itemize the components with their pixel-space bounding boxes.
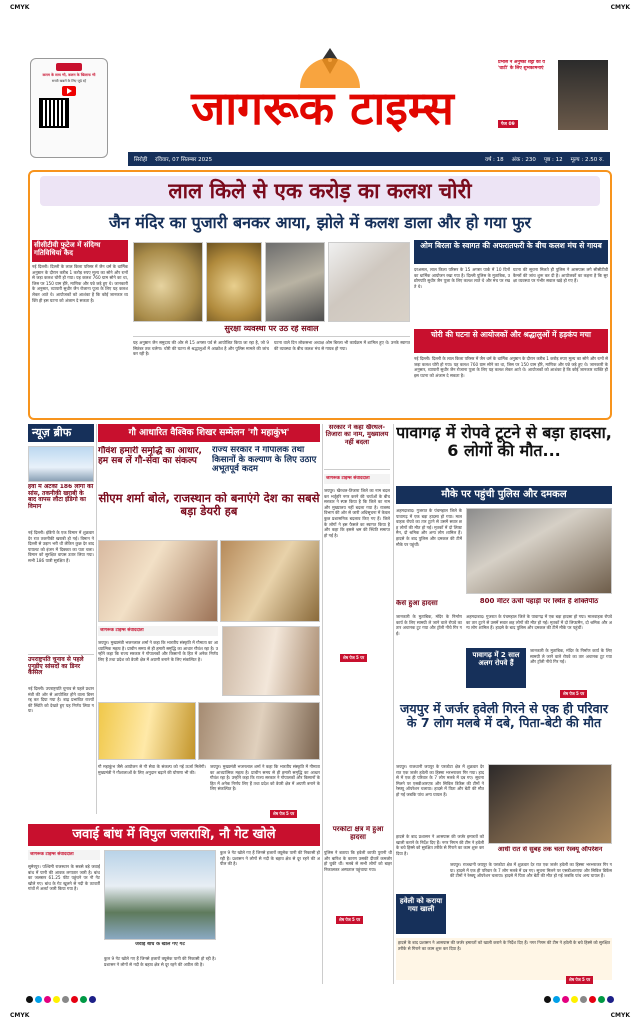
govt-body: जयपुर। खैरथल-तिजारा जिले का नाम बदलकर भर्तृहरि नगर करने की चर्चाओं के बीच सरकार ने स्पष्ट किया है कि जिले का नाम और मुख्यालय नहीं बदला गया है। राजस्व विभाग की ओर से जारी अधिसूचना में केवल कुछ प्रशासनिक बदलाव किए गए हैं। जिले के लोगों ने इस फैसले का स्वागत किया है और कहा कि इससे भ्रम की स्थिति समाप्त हो गई है।	[324, 488, 390, 538]
gau-author: जागरूक टाइम्स संवाददाता	[98, 626, 218, 636]
airplane-photo	[28, 446, 94, 482]
date-bar	[128, 152, 610, 166]
jaipur-head: जयपुर में जर्जर हवेली गिरने से एक ही परिवार के 7 लोग मलबे में दबे, पिता-बेटी की मौत	[400, 702, 608, 730]
gau-body: जयपुर। मुख्यमंत्री भजनलाल शर्मा ने कहा कि भारतीय संस्कृति में गौमाता का आध्यात्मिक महत्व है। प्राचीन समय से ही हमारी समृद्धि का आधार गौवंश रहा है। उन्होंने कहा कि राज्य सरकार ने गोपालकों और किसानों के हित में अनेक निर्णय लिए हैं तथा प्रदेश को डेयरी क्षेत्र में अग्रणी बनाने के लिए संकल्पित है।	[98, 640, 218, 662]
cm-photo-2	[220, 540, 320, 622]
gau-head-right: राज्य सरकार ने गोपालक तथा किसानों के कल्याण के लिए उठाए अभूतपूर्व कदम	[212, 446, 317, 475]
pavagadh-box: पावागढ़ में 2 साल अलग रोपवे हैं	[466, 648, 526, 688]
jaipur-box: हवेली को कराया गया खाली	[396, 894, 446, 934]
cmyk-mark-left: CMYK	[10, 4, 30, 11]
jaipur-body-2: हादसे के बाद प्रशासन ने आसपास की जर्जर इमारतों को खाली कराने के निर्देश दिए हैं। नगर निगम की टीम ने हवेली के बचे हिस्से को सुरक्षित तरीके से गिराने का काम शुरू कर दिया है।	[396, 834, 484, 856]
brief-1-head: हवा में अटकी 186 लोगों की सांस, तकनीकी खराबी के बाद वापस लौटा इंडिगो का विमान	[28, 484, 94, 511]
govt-head: सरकार ने कहा खैरथल-तिजारा का नाम, मुख्यालय नहीं बदला	[324, 424, 390, 470]
column-divider	[393, 424, 394, 984]
lead-body-b: यह अनुष्ठान जैन समुदाय की ओर से 15 अगस्त पर्व से आयोजित किया जा रहा है, जो 9 सितंबर तक चलेगा। चोरी की घटना से श्रद्धालुओं में आक्रोश है और पुलिस मामले की जांच कर रही है।	[133, 340, 269, 357]
youtube-icon[interactable]	[62, 86, 76, 96]
lead-subhead: जैन मंदिर का पुजारी बनकर आया, झोले में कलश डाला और हो गया फुर	[108, 213, 532, 232]
lead-body-d: घटना वाले दिन लोकसभा अध्यक्ष ओम बिरला भी कार्यक्रम में शामिल हुए थे। उनके स्वागत की व्यवस्था के बीच कलश मंच से गायब हो गया।	[274, 340, 410, 351]
lead-body-e: घटना की सूचना मिलते ही पुलिस ने आसपास लगे सीसीटीवी कैमरों की जांच शुरू कर दी है। आयोजकों का कहना है कि सुरक्षा व्यवस्था पर गंभीर सवाल खड़े हो गए हैं।	[513, 267, 608, 284]
cctv-photo	[265, 242, 325, 322]
lead-right-head-2: चोरी की घटना से आयोजकों और श्रद्धालुओं में हड़कंप मचा	[414, 329, 608, 353]
edition-issue: अंक : 230	[511, 157, 536, 163]
pavagadh-body: अहमदाबाद। गुजरात के पंचमहाल जिले के पावागढ़ में एक बड़ा हादसा हो गया। मालवाहक रोपवे का तार टूटने से उसमें सवार छह लोगों की मौत हो गई। मृतकों में दो लिफ्टमैन, दो श्रमिक और अन्य लोग शामिल हैं। हादसे के बाद पुलिस और दमकल की टीमें मौके पर पहुंचीं।	[396, 508, 462, 547]
jaipur-body-3: जयपुर। राजधानी जयपुर के परकोटा क्षेत्र में शुक्रवार देर रात एक जर्जर हवेली का हिस्सा भरभराकर गिर गया। हादसे में एक ही परिवार के 7 लोग मलबे में दब गए। सूचना मिलने पर एसडीआरएफ और सिविल डिफेंस की टीमों ने रेस्क्यू ऑपरेशन चलाया। हादसे में पिता और बेटी की मौत हो गई जबकि पांच अन्य घायल हैं।	[450, 862, 612, 879]
masthead-title: जागरूक टाइम्स	[191, 81, 454, 135]
news-brief-title: न्यूज़ ब्रीफ	[28, 424, 94, 442]
lead-caption: सुरक्षा व्यवस्था पर उठ रहे सवाल	[133, 325, 410, 337]
parkota-head: परकोटा क्षेत्र में हुआ हादसा	[332, 826, 384, 841]
pavagadh-body-2: अहमदाबाद। गुजरात के पंचमहाल जिले के पावागढ़ में एक बड़ा हादसा हो गया। मालवाहक रोपवे का तार टूटने से उसमें सवार छह लोगों की मौत हो गई। मृतकों में दो लिफ्टमैन, दो श्रमिक और अन्य लोग शामिल हैं। हादसे के बाद पुलिस और दमकल की टीमें मौके पर पहुंचीं।	[466, 614, 612, 631]
gau-head-left: गौवंश हमारी समृद्धि का आधार, हम सब लें गौ-सेवा का संकल्प	[98, 446, 202, 467]
jaipur-caption: आधी रात से सुबह तक चला रेस्क्यू ऑपरेशन	[497, 846, 603, 853]
jaipur-contd[interactable]: शेष पेज 5 पर	[566, 976, 593, 984]
phone-promo	[30, 58, 108, 158]
column-divider	[96, 424, 97, 814]
lead-side-head: सीसीटीवी फुटेज में संदिग्ध गतिविधियां कैद	[32, 240, 128, 262]
pavagadh-caption: 800 मीटर ऊंची पहाड़ी पर स्थित है शक्तिपीठ	[479, 598, 599, 605]
pavagadh-head: पावागढ़ में रोपवे टूटने से बड़ा हादसा, 6 लोगों की मौत...	[396, 424, 612, 460]
jawai-author: जागरूक टाइम्स संवाददाता	[28, 850, 100, 860]
jawai-body-3: कुल 9 गेट खोले गए हैं जिनसे हजारों क्यूसेक पानी की निकासी हो रही है। प्रशासन ने लोगों से नदी के बहाव क्षेत्र से दूर रहने की अपील की है।	[104, 956, 216, 967]
actor-photo	[558, 60, 608, 130]
promo-text: कलम के साथ भी, कलम के खिलाफ भी	[42, 73, 96, 77]
registration-dots-left	[26, 996, 96, 1003]
edition-pages: पृष्ठ : 12	[543, 157, 563, 163]
lead-body-a: नई दिल्ली। दिल्ली के लाल किला परिसर में जैन धर्म के धार्मिक अनुष्ठान के दौरान करीब 1 करोड़ रुपए मूल्य का सोने और रत्नों से जड़ा कलश चोरी हो गया। यह कलश 760 ग्राम सोने का था, जिस पर 150 ग्राम हीरे, माणिक और पन्ने जड़े हुए थे। जानकारी के अनुसार, व्यापारी सुधीर जैन रोजाना पूजा के लिए यह कलश लेकर आते थे। आयोजकों को आशंका है कि कोई जानकार व्यक्ति ही इस घटना को अंजाम दे सकता है।	[32, 264, 128, 303]
gau-banner: गौ आधारित वैश्विक शिखर सम्मेलन 'गौ महाकुंभ'	[98, 424, 320, 442]
jawai-caption: जवाई बांध के खोले गए गेट	[135, 942, 185, 947]
kalash-photo-2	[206, 242, 262, 322]
app-logo	[56, 63, 82, 71]
right-promo-tag: पेज 09	[498, 120, 518, 128]
gau-body-3: जयपुर। मुख्यमंत्री भजनलाल शर्मा ने कहा कि भारतीय संस्कृति में गौमाता का आध्यात्मिक महत्व है। प्राचीन समय से ही हमारी समृद्धि का आधार गौवंश रहा है। उन्होंने कहा कि राज्य सरकार ने गोपालकों और किसानों के हित में अनेक निर्णय लिए हैं तथा प्रदेश को डेयरी क्षेत्र में अग्रणी बनाने के लिए संकल्पित है।	[210, 764, 320, 792]
right-promo-text: प्रभास ने अनुष्का शेट्टी की ये 'घाटी' के लिए शुभकामनाएं	[498, 60, 545, 71]
lead-body-a-cont: नई दिल्ली। दिल्ली के लाल किला परिसर में जैन धर्म के धार्मिक अनुष्ठान के दौरान करीब 1 करोड़ रुपए मूल्य का सोने और रत्नों से जड़ा कलश चोरी हो गया। यह कलश 760 ग्राम सोने का था, जिस पर 150 ग्राम हीरे, माणिक और पन्ने जड़े हुए थे। जानकारी के अनुसार, व्यापारी सुधीर जैन रोजाना पूजा के लिए यह कलश लेकर आते थे। आयोजकों को आशंका है कि कोई जानकार व्यक्ति ही इस घटना को अंजाम दे सकता है।	[414, 356, 608, 378]
gau-main-head: सीएम शर्मा बोले, राजस्थान को बनाएंगे देश का सबसे बड़ा डेयरी हब	[98, 492, 320, 518]
jaipur-body-4: हादसे के बाद प्रशासन ने आसपास की जर्जर इमारतों को खाली कराने के निर्देश दिए हैं। नगर निगम की टीम ने हवेली के बचे हिस्से को सुरक्षित तरीके से गिराने का काम शुरू कर दिया है।	[396, 938, 612, 980]
pavagadh-how-head: कैसे हुआ हादसा	[396, 600, 438, 607]
dam-photo	[104, 850, 216, 940]
govt-author: जागरूक टाइम्स संवाददाता	[324, 474, 390, 484]
cmyk-mark-right: CMYK	[610, 4, 630, 11]
cm-photo-1	[98, 540, 218, 622]
column-divider	[322, 424, 323, 984]
cow-photo	[198, 702, 320, 760]
cmyk-mark-bottom-left: CMYK	[10, 1012, 30, 1019]
ropeway-photo	[466, 508, 612, 594]
lead-body-c: दरअसल, लाल किला परिसर के 15 अगस्त पार्क में 10 दिनों का धार्मिक आयोजन रखा गया है। दिल्ली पुलिस के मुताबिक, उद्योगपति सुधीर जैन पूजा के लिए कलश लाते थे और मंच पर रखते थे।	[414, 267, 510, 289]
lead-right-head: ओम बिरला के स्वागत की अफरातफरी के बीच कलश मंच से गायब	[414, 240, 608, 264]
qr-code-icon[interactable]	[39, 98, 69, 128]
stage-event-photo	[98, 702, 196, 760]
pavagadh-body-3: जानकारी के मुताबिक, मंदिर के निर्माण कार्य के लिए सामग्री ले जाने वाले रोपवे का तार अचानक टूट गया और ट्रॉली नीचे गिर गई।	[530, 648, 612, 665]
brief-2-head: उपराष्ट्रपति चुनाव से पहले एनडीए सांसदों का डिनर कैंसिल	[28, 654, 94, 684]
jaipur-body: जयपुर। राजधानी जयपुर के परकोटा क्षेत्र में शुक्रवार देर रात एक जर्जर हवेली का हिस्सा भरभराकर गिर गया। हादसे में एक ही परिवार के 7 लोग मलबे में दब गए। सूचना मिलने पर एसडीआरएफ और सिविल डिफेंस की टीमों ने रेस्क्यू ऑपरेशन चलाया। हादसे में पिता और बेटी की मौत हो गई जबकि पांच अन्य घायल हैं।	[396, 764, 484, 797]
pavagadh-contd[interactable]: शेष पेज 5 पर	[560, 690, 587, 698]
edition-year: वर्ष : 18	[485, 157, 504, 163]
edition-city: सिरोही	[134, 157, 148, 163]
brief-1-body: नई दिल्ली। इंडिगो के एक विमान में शुक्रवार देर रात तकनीकी खराबी हो गई। विमान ने दिल्ली से उड़ान भरी थी लेकिन कुछ देर बाद पायलट को इंजन में दिक्कत का पता चला। विमान को सुरक्षित वापस उतार लिया गया। सभी 186 यात्री सुरक्षित हैं।	[28, 530, 94, 563]
pavagadh-sub: मौके पर पहुंची पुलिस और दमकल	[396, 486, 612, 504]
parkota-contd[interactable]: शेष पेज 5 पर	[336, 916, 363, 924]
jawai-body: सुमेरपुर। पश्चिमी राजस्थान के सबसे बड़े जवाई बांध में पानी की आवक लगातार जारी है। बांध का जलस्तर 61.25 फीट पहुंचने पर नौ गेट खोले गए। बांध के गेट खुलने से नदी के तटवर्ती गांवों में अलर्ट जारी किया गया है।	[28, 864, 100, 892]
stage-photo	[328, 242, 410, 322]
parkota-body: पुलिस ने बताया कि हवेली काफी पुरानी थी और बारिश के कारण उसकी दीवारें कमजोर हो चुकी थीं। मलबे से सभी लोगों को बाहर निकालकर अस्पताल पहुंचाया गया।	[324, 850, 392, 872]
jawai-body-2: कुल 9 गेट खोले गए हैं जिनसे हजारों क्यूसेक पानी की निकासी हो रही है। प्रशासन ने लोगों से नदी के बहाव क्षेत्र से दूर रहने की अपील की है।	[220, 850, 320, 867]
kalash-photo-1	[133, 242, 203, 322]
gau-body-2: गौ महाकुंभ जैसे आयोजन से गौ सेवा के संकल्प को नई ऊर्जा मिलेगी। मुख्यमंत्री ने गौशालाओं के लिए अनुदान बढ़ाने की घोषणा भी की।	[98, 764, 206, 775]
brief-2-body: नई दिल्ली। उपराष्ट्रपति चुनाव से पहले प्रधानमंत्री की ओर से आयोजित होने वाला डिनर रद्द कर दिया गया है। बाढ़ प्रभावित राज्यों की स्थिति को देखते हुए यह निर्णय लिया गया।	[28, 686, 94, 714]
right-promo	[498, 60, 610, 140]
gau-contd[interactable]: शेष पेज 5 पर	[270, 810, 297, 818]
cmyk-mark-bottom-right: CMYK	[610, 1012, 630, 1019]
pavagadh-how-body: जानकारी के मुताबिक, मंदिर के निर्माण कार्य के लिए सामग्री ले जाने वाले रोपवे का तार अचानक टूट गया और ट्रॉली नीचे गिर गई।	[396, 614, 462, 636]
jawai-head: जवाई बांध में विपुल जलराशि, नौ गेट खोले	[28, 824, 320, 846]
govt-contd[interactable]: शेष पेज 5 पर	[340, 654, 367, 662]
rescue-photo	[488, 764, 612, 844]
cm-photo-3	[222, 626, 320, 696]
edition-date: रविवार, 07 सितम्बर 2025	[155, 157, 213, 163]
lead-headline: लाल किले से एक करोड़ का कलश चोरी	[40, 176, 600, 206]
promo-subtext: सच्ची खबरों के लिए जुड़े रहें	[51, 79, 87, 84]
registration-dots-right	[544, 996, 614, 1003]
edition-price: मूल्य : 2.50 रु.	[570, 157, 604, 163]
